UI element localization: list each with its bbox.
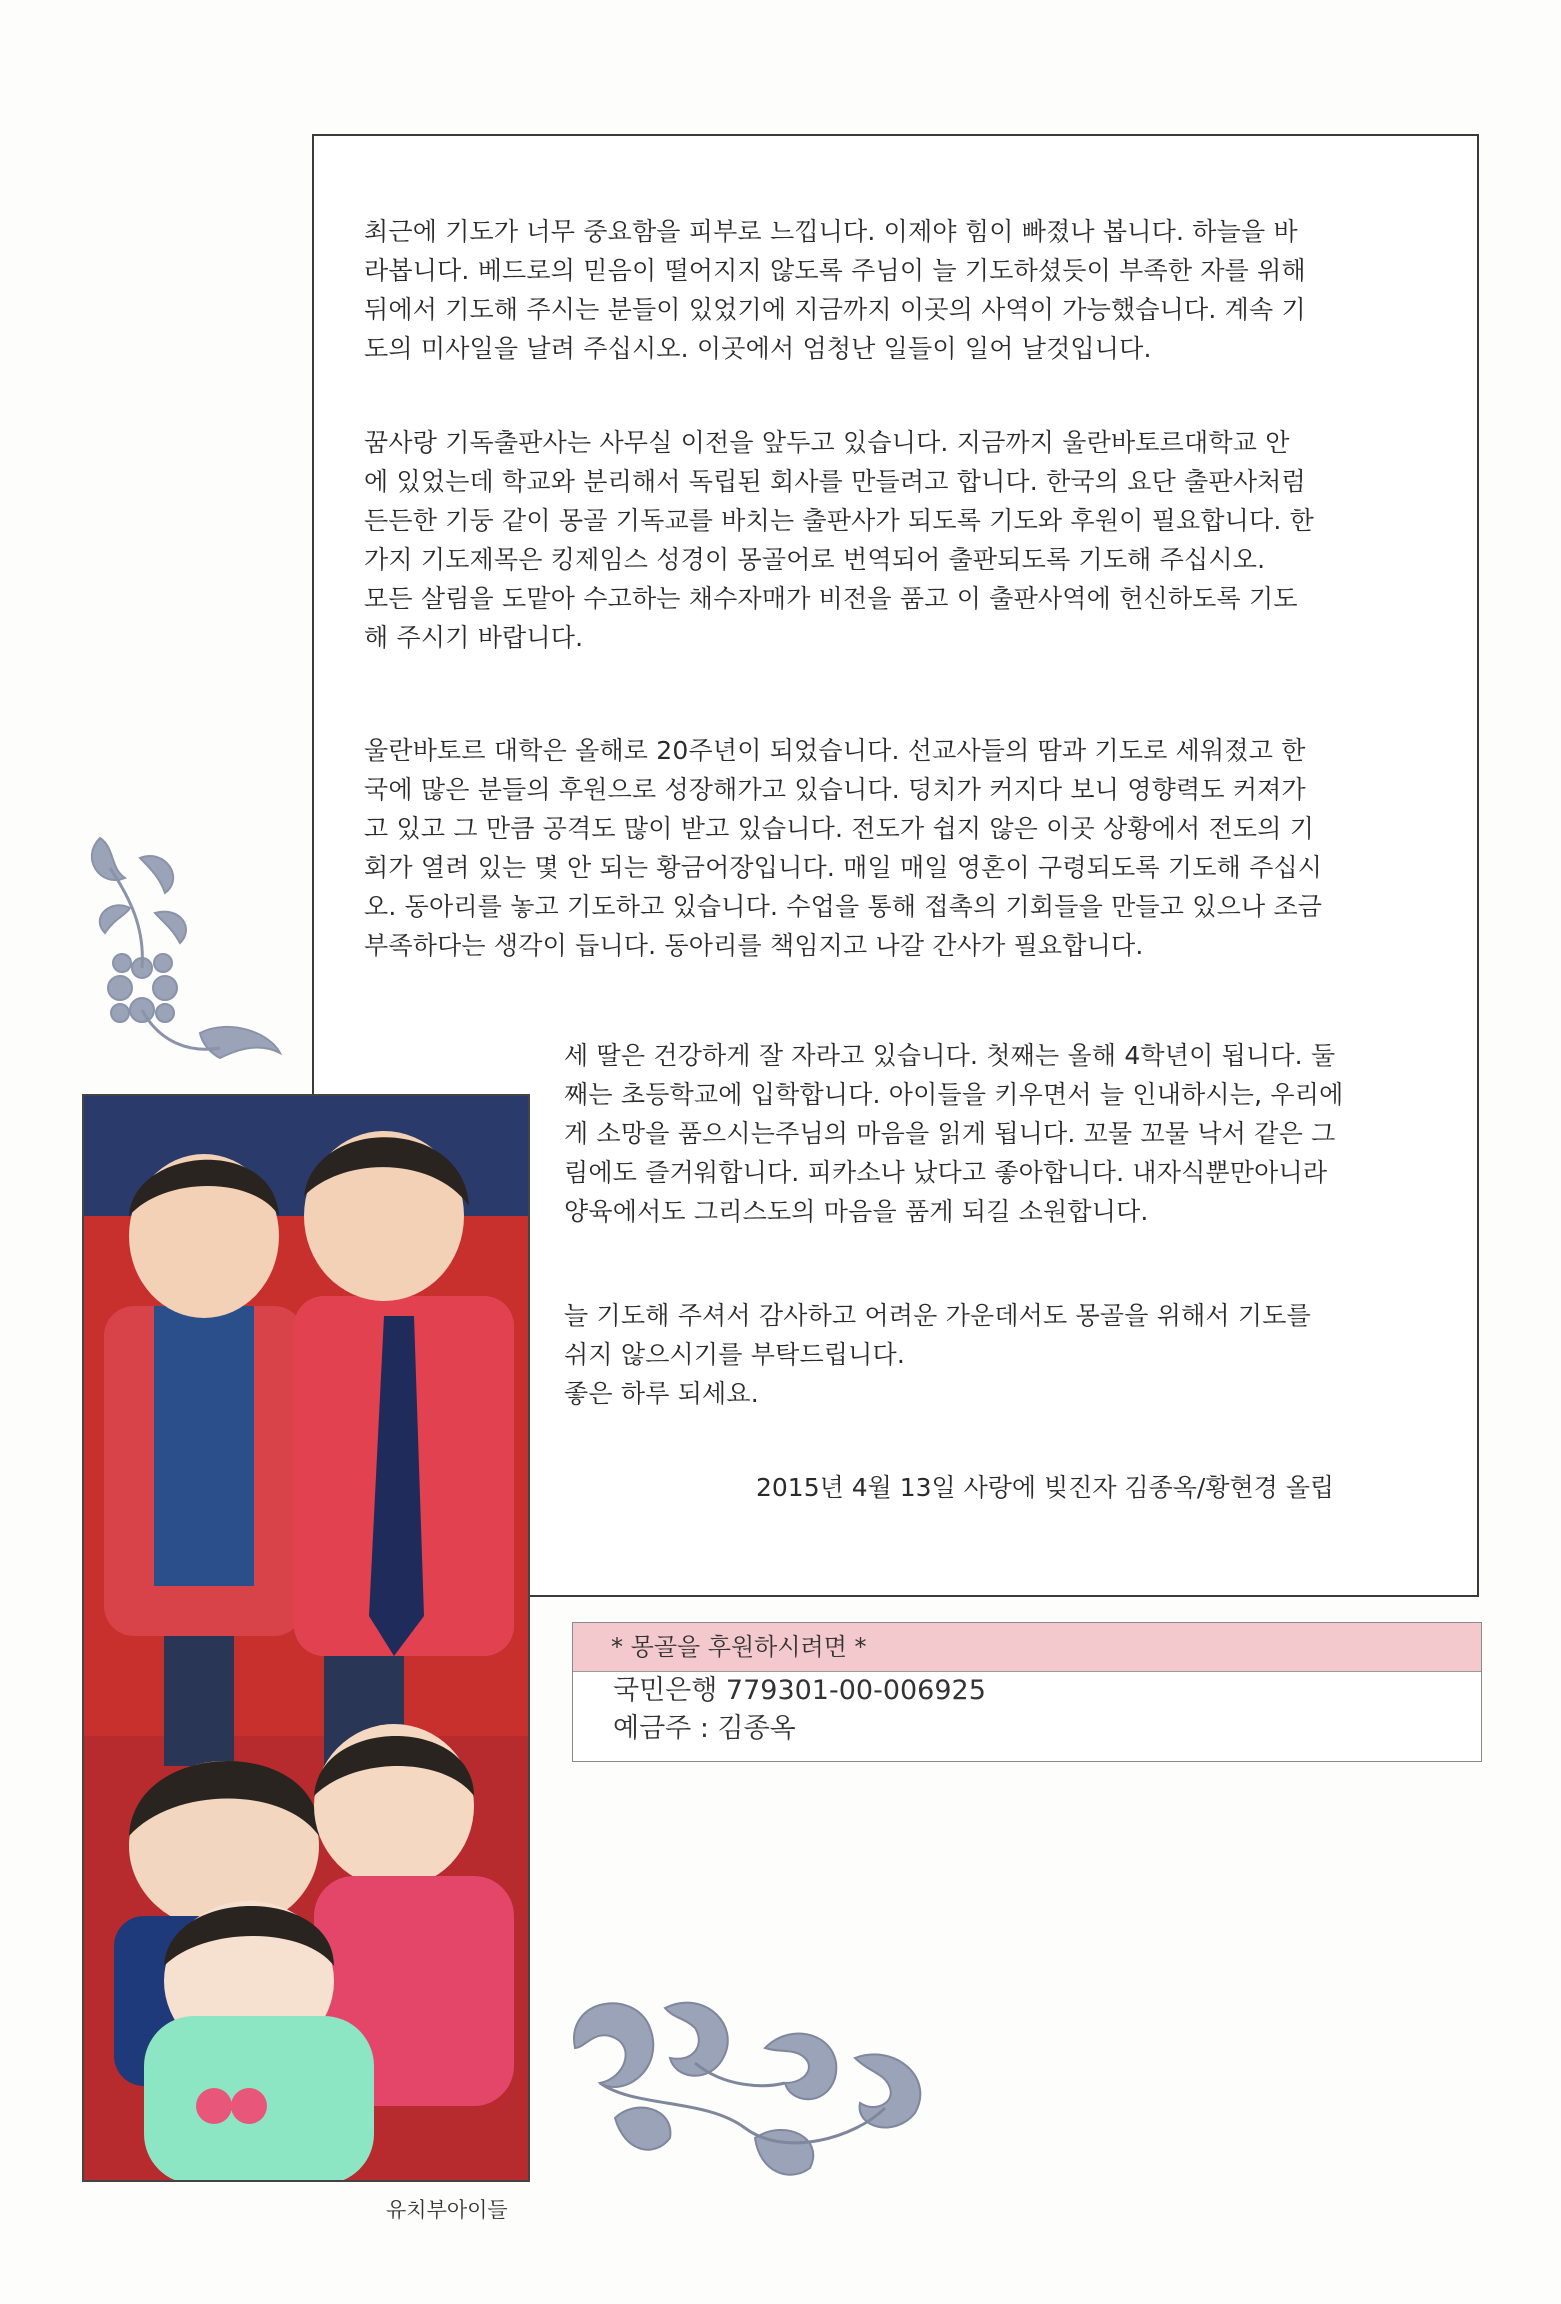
text-line: 오. 동아리를 놓고 기도하고 있습니다. 수업을 통해 접촉의 기회들을 만들고 있으나 조금 xyxy=(364,892,1323,921)
support-heading: * 몽골을 후원하시려면 * xyxy=(573,1623,1481,1672)
text-line: 양육에서도 그리스도의 마음을 품게 되길 소원합니다. xyxy=(564,1197,1149,1226)
letter-paragraph-family xyxy=(564,1036,1343,1231)
text-line: 해 주시기 바랍니다. xyxy=(364,623,584,652)
letter-paragraph-publisher xyxy=(364,423,1314,657)
children-photo xyxy=(82,1094,530,2182)
text-line: 째는 초등학교에 입학합니다. 아이들을 키우면서 늘 인내하시는, 우리에 xyxy=(564,1080,1344,1109)
text-line: 최근에 기도가 너무 중요함을 피부로 느낍니다. 이제야 힘이 빠졌나 봅니다. 하늘을 바 xyxy=(364,217,1298,246)
text-line: 뒤에서 기도해 주시는 분들이 있었기에 지금까지 이곳의 사역이 가능했습니다. 계속 기 xyxy=(364,295,1306,324)
letter-signature: 2015년 4월 13일 사랑에 빚진자 김종옥/황현경 올립 xyxy=(756,1473,1334,1502)
floral-ornament-bottom xyxy=(555,1988,945,2188)
text-line: 라봅니다. 베드로의 믿음이 떨어지지 않도록 주님이 늘 기도하셨듯이 부족한 자를 위해 xyxy=(364,256,1306,285)
letter-paragraph-closing xyxy=(564,1296,1311,1413)
text-line: 울란바토르 대학은 올해로 20주년이 되었습니다. 선교사들의 땀과 기도로 세워졌고 한 xyxy=(364,736,1306,765)
text-line: 고 있고 그 만큼 공격도 많이 받고 있습니다. 전도가 쉽지 않은 이곳 상황에서 전도의 기 xyxy=(364,814,1315,843)
text-line: 모든 살림을 도맡아 수고하는 채수자매가 비전을 품고 이 출판사역에 헌신하도록 기도 xyxy=(364,584,1298,613)
text-line: 회가 열려 있는 몇 안 되는 황금어장입니다. 매일 매일 영혼이 구령되도록 기도해 주십시 xyxy=(364,853,1323,882)
text-line: 림에도 즐거워합니다. 피카소나 났다고 좋아합니다. 내자식뿐만아니라 xyxy=(564,1158,1328,1187)
text-line: 늘 기도해 주셔서 감사하고 어려운 가운데서도 몽골을 위해서 기도를 xyxy=(564,1301,1311,1330)
text-line: 게 소망을 품으시는주님의 마음을 읽게 됩니다. 꼬물 꼬물 낙서 같은 그 xyxy=(564,1119,1336,1148)
letter-paragraph-prayer xyxy=(364,212,1306,368)
photo-caption: 유치부아이들 xyxy=(386,2198,508,2222)
text-line: 국에 많은 분들의 후원으로 성장해가고 있습니다. 덩치가 커지다 보니 영향력도 커져가 xyxy=(364,775,1306,804)
text-line: 쉬지 않으시기를 부탁드립니다. xyxy=(564,1340,905,1369)
support-box xyxy=(572,1622,1482,1762)
text-line: 좋은 하루 되세요. xyxy=(564,1379,759,1408)
text-line: 에 있었는데 학교와 분리해서 독립된 회사를 만들려고 합니다. 한국의 요단 출판사처럼 xyxy=(364,467,1306,496)
text-line: 세 딸은 건강하게 잘 자라고 있습니다. 첫째는 올해 4학년이 됩니다. 둘 xyxy=(564,1041,1336,1070)
children-photo-illustration xyxy=(84,1096,530,2182)
text-line: 든든한 기둥 같이 몽골 기독교를 바치는 출판사가 되도록 기도와 후원이 필요합니다. 한 xyxy=(364,506,1315,535)
text-line: 가지 기도제목은 킹제임스 성경이 몽골어로 번역되어 출판되도록 기도해 주십시오. xyxy=(364,545,1266,574)
text-line: 꿈사랑 기독출판사는 사무실 이전을 앞두고 있습니다. 지금까지 울란바토르대학교 안 xyxy=(364,428,1290,457)
text-line: 부족하다는 생각이 듭니다. 동아리를 책임지고 나갈 간사가 필요합니다. xyxy=(364,931,1144,960)
floral-ornament-left xyxy=(70,818,290,1078)
text-line: 도의 미사일을 날려 주십시오. 이곳에서 엄청난 일들이 일어 날것입니다. xyxy=(364,334,1152,363)
bank-account: 국민은행 779301-00-006925 xyxy=(613,1675,986,1706)
account-holder: 예금주 : 김종옥 xyxy=(613,1713,796,1744)
letter-paragraph-university xyxy=(364,731,1322,965)
